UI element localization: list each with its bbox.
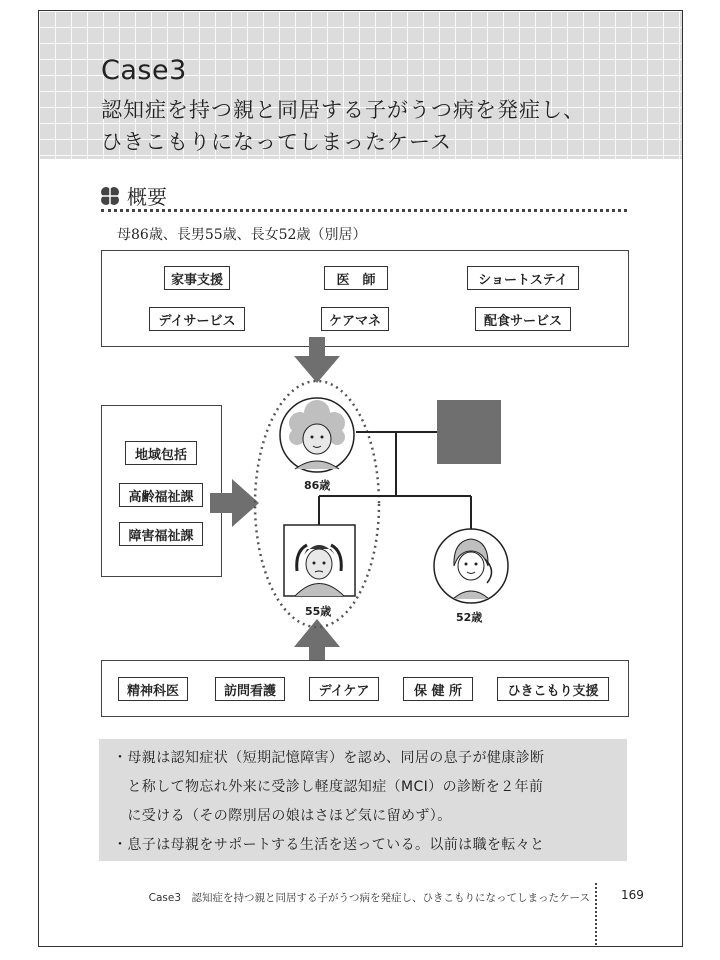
service-day-care: デイケア xyxy=(309,677,379,701)
mother-icon xyxy=(280,398,354,472)
son-age: 55歳 xyxy=(305,605,332,618)
note-line1: ・母親は認知症状（短期記憶障害）を認め、同居の息子が健康診断 xyxy=(113,750,545,766)
family-summary: 母86歳、長男55歳、長女52歳（別居） xyxy=(117,227,367,243)
service-psychiatrist: 精神科医 xyxy=(118,677,188,701)
running-footer: Case3 認知症を持つ親と同居する子がうつ病を発症し、ひきこもりになってしまったケース xyxy=(148,892,590,904)
service-care-manager: ケアマネ xyxy=(321,307,389,331)
service-housework: 家事支援 xyxy=(164,266,230,290)
case-title-line1: 認知症を持つ親と同居する子がうつ病を発症し、 xyxy=(101,98,585,122)
service-meal-delivery: 配食サービス xyxy=(475,307,571,331)
mother-age: 86歳 xyxy=(304,479,331,492)
service-doctor: 医 師 xyxy=(324,266,388,290)
note-line4: ・息子は母親をサポートする生活を送っている。以前は職を転々と xyxy=(113,837,545,853)
page xyxy=(38,10,683,947)
service-day-service: デイサービス xyxy=(149,307,245,331)
service-home-nursing: 訪問看護 xyxy=(215,677,285,701)
note-line2: と称して物忘れ外来に受診し軽度認知症（MCI）の診断を２年前 xyxy=(113,779,544,795)
case-title-line2: ひきこもりになってしまったケース xyxy=(101,130,452,154)
son-icon xyxy=(284,525,355,596)
summary-note xyxy=(99,739,627,861)
page-number: 169 xyxy=(621,888,644,902)
daughter-icon xyxy=(434,529,508,603)
father-square xyxy=(437,400,501,464)
agency-community-center: 地域包括 xyxy=(125,441,197,465)
footer-separator xyxy=(595,883,597,945)
arrow-right-icon xyxy=(210,479,259,527)
agency-elderly-welfare: 高齢福祉課 xyxy=(119,483,203,507)
service-health-center: 保 健 所 xyxy=(403,677,473,701)
agency-disability-welfare: 障害福祉課 xyxy=(119,522,203,546)
section-title: 概要 xyxy=(127,185,167,209)
arrow-down-icon xyxy=(294,337,340,383)
note-line3: に受ける（その際別居の娘はさほど気に留めず）。 xyxy=(113,808,452,824)
case-label: Case3 xyxy=(101,55,187,86)
service-short-stay: ショートステイ xyxy=(467,266,579,290)
daughter-age: 52歳 xyxy=(456,611,483,624)
service-hikikomori-support: ひきこもり支援 xyxy=(497,677,609,701)
